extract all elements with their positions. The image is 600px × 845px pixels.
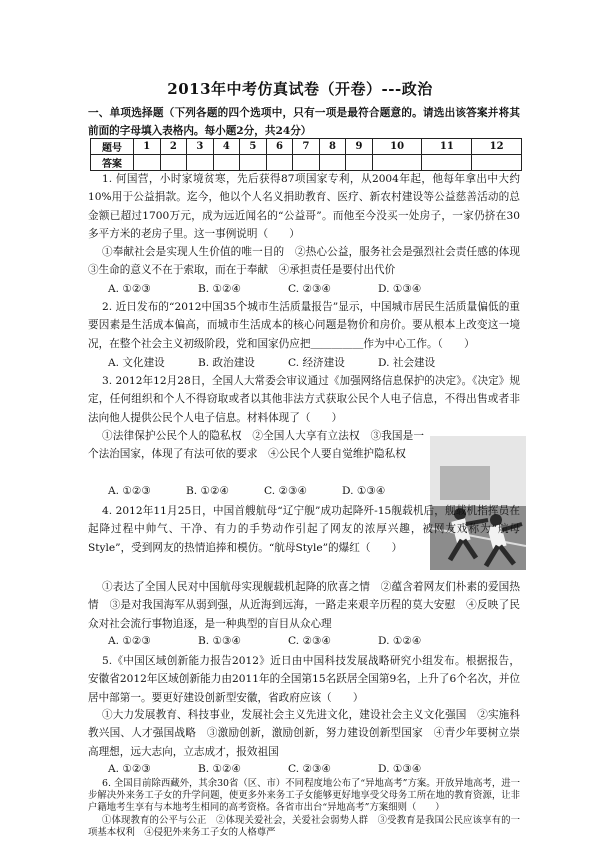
question-3-stem: 3. 2012年12月28日，全国人大常委会审议通过《加强网络信息保护的决定》。《决定》规定，任何组织和个人不得窃取或者以其他非法方式获取公民个人电子信息，不得出售或者非法向他人提供公民个人电子信息。材料体现了（ ） <box>88 375 520 424</box>
answer-table-label-answer: 答案 <box>91 155 134 171</box>
answer-cell[interactable] <box>422 155 472 171</box>
answer-table-num: 12 <box>472 139 522 155</box>
answer-table-num: 2 <box>160 139 187 155</box>
answer-table-num: 4 <box>213 139 240 155</box>
answer-table-num: 1 <box>134 139 161 155</box>
answer-cell[interactable] <box>293 155 320 171</box>
question-4-statements: ①表达了全国人民对中国航母实现舰载机起降的欣喜之情 ②蕴含着网友们朴素的爱国热情 ③是对我国海军从弱到强，从近海到远海，一路走来艰辛历程的莫大安慰 ④反映了民众对社会流行事物追逐，是一种典型的盲目从众心理 <box>88 581 520 630</box>
page-title: 2013年中考仿真试卷（开卷）---政治 <box>167 80 433 98</box>
option-b[interactable]: B. ①②④ <box>198 283 242 295</box>
answer-table-row-answers <box>91 155 522 171</box>
option-b[interactable]: B. ①③④ <box>198 635 242 647</box>
option-d[interactable]: D. 社会建设 <box>378 357 436 369</box>
answer-cell[interactable] <box>266 155 293 171</box>
section-header: 一、单项选择题（下列各题的四个选项中，只有一项是最符合题意的。请选出该答案并将其前面的字母填入表格内。每小题2分，共24分） <box>88 107 520 138</box>
question-6-stem: 6. 全国目前除西藏外，其余30省（区、市）不同程度地公布了“异地高考”方案。开放异地高考，进一步解决外来务工子女的升学问题，使更多外来务工子女能够更好地享受父母务工所在地的教育资源，让非户籍地考生享有与本地考生相同的高考资格。各省市出台“异地高考”方案细则（ ） <box>88 778 520 813</box>
answer-cell[interactable] <box>346 155 373 171</box>
answer-table-num: 11 <box>422 139 472 155</box>
question-1-options <box>108 280 508 298</box>
answer-table-num: 8 <box>319 139 346 155</box>
answer-cell[interactable] <box>472 155 522 171</box>
answer-cell[interactable] <box>240 155 267 171</box>
question-1-statements: ①奉献社会是实现人生价值的唯一目的 ②热心公益，服务社会是强烈社会责任感的体现 ③生命的意义不在于索取，而在于奉献 ④承担责任是要付出代价 <box>88 246 531 277</box>
photo-ship-island <box>440 466 490 500</box>
option-a[interactable]: A. ①②③ <box>108 485 151 497</box>
option-c[interactable]: C. ②③④ <box>264 485 307 497</box>
answer-cell[interactable] <box>187 155 214 171</box>
question-2-stem: 2. 近日发布的“2012中国35个城市生活质量报告”显示，中国城市居民生活质量偏低的重要因素是生活成本偏高，而城市生活成本的核心问题是物价和房价。要从根本上改变这一境况，在整个社会主义初级阶段，党和国家仍应把＿＿＿＿＿作为中心工作。（ ） <box>88 301 520 350</box>
option-d[interactable]: D. ①③④ <box>378 283 422 295</box>
answer-cell[interactable] <box>319 155 346 171</box>
question-5-options <box>108 760 508 778</box>
question-4-options <box>108 632 508 650</box>
option-b[interactable]: B. ①②④ <box>186 485 230 497</box>
answer-cell[interactable] <box>213 155 240 171</box>
answer-table-num: 9 <box>346 139 373 155</box>
question-2-options <box>108 354 508 372</box>
question-3-statements: ①法律保护公民个人的隐私权 ②全国人大享有立法权 ③我国是一个法治国家，体现了有法可依的要求 ④公民个人要自觉维护隐私权 <box>88 430 424 461</box>
option-a[interactable]: A. ①②③ <box>108 283 151 295</box>
option-d[interactable]: D. ①③④ <box>342 485 386 497</box>
option-a[interactable]: A. ①②③ <box>108 763 151 775</box>
option-c[interactable]: C. ②③④ <box>288 635 331 647</box>
answer-table-label-number: 题号 <box>91 139 134 155</box>
option-d[interactable]: D. ①②④ <box>378 635 422 647</box>
question-1-stem: 1. 何国营，小时家境贫寒，先后获得87项国家专利，从2004年起，他每年拿出中大约10%用于公益捐款。迄今，他以个人名义捐助教育、医疗、新农村建设等公益慈善活动的总金额已超过1700万元，成为远近闻名的“公益哥”。而他至今没买一处房子，一家仍挤在30多平方米的老房子里。这一事例说明（ ） <box>88 173 520 240</box>
answer-table-num: 10 <box>372 139 422 155</box>
answer-cell[interactable] <box>134 155 161 171</box>
option-c[interactable]: C. ②③④ <box>288 763 331 775</box>
answer-cell[interactable] <box>160 155 187 171</box>
option-b[interactable]: B. 政治建设 <box>198 357 255 369</box>
option-a[interactable]: A. 文化建设 <box>108 357 165 369</box>
question-6-statements: ①体现教育的公平与公正 ②体现关爱社会，关爱社会弱势人群 ③受教育是我国公民应该享有的一项基本权利 ④侵犯外来务工子女的人格尊严 <box>88 815 520 838</box>
option-a[interactable]: A. ①②③ <box>108 635 151 647</box>
answer-table-num: 5 <box>240 139 267 155</box>
question-5-stem: 5.《中国区域创新能力报告2012》近日由中国科技发展战略研究小组发布。根据报告，安徽省2012年区域创新能力由2011年的全国第15名跃居全国第9名，上升了6个名次，并位居中部第一。要更好建设创新型安徽，省政府应该（ ） <box>88 655 520 704</box>
option-c[interactable]: C. 经济建设 <box>288 357 345 369</box>
question-5-statements: ①大力发展教育、科技事业，发展社会主义先进文化，建设社会主义文化强国 ②实施科教兴国、人才强国战略 ③激励创新，激励创新，努力建设创新型国家 ④青少年要树立崇高理想，远大志向，立志成才，报效祖国 <box>88 709 520 758</box>
option-d[interactable]: D. ①③④ <box>378 763 422 775</box>
option-c[interactable]: C. ②③④ <box>288 283 331 295</box>
question-4-stem: 4. 2012年11月25日，中国首艘航母“辽宁舰”成功起降歼-15舰载机后，舰载机指挥员在起降过程中帅气、干净、有力的手势动作引起了网友的浓厚兴趣，被网友戏称为“航母Style”，受到网友的热情追捧和模仿。“航母Style”的爆红（ ） <box>88 505 520 554</box>
answer-cell[interactable] <box>372 155 422 171</box>
answer-table-num: 7 <box>293 139 320 155</box>
answer-table <box>90 138 522 171</box>
answer-table-num: 3 <box>187 139 214 155</box>
answer-table-row-numbers <box>91 139 522 155</box>
option-b[interactable]: B. ①②④ <box>198 763 242 775</box>
answer-table-num: 6 <box>266 139 293 155</box>
